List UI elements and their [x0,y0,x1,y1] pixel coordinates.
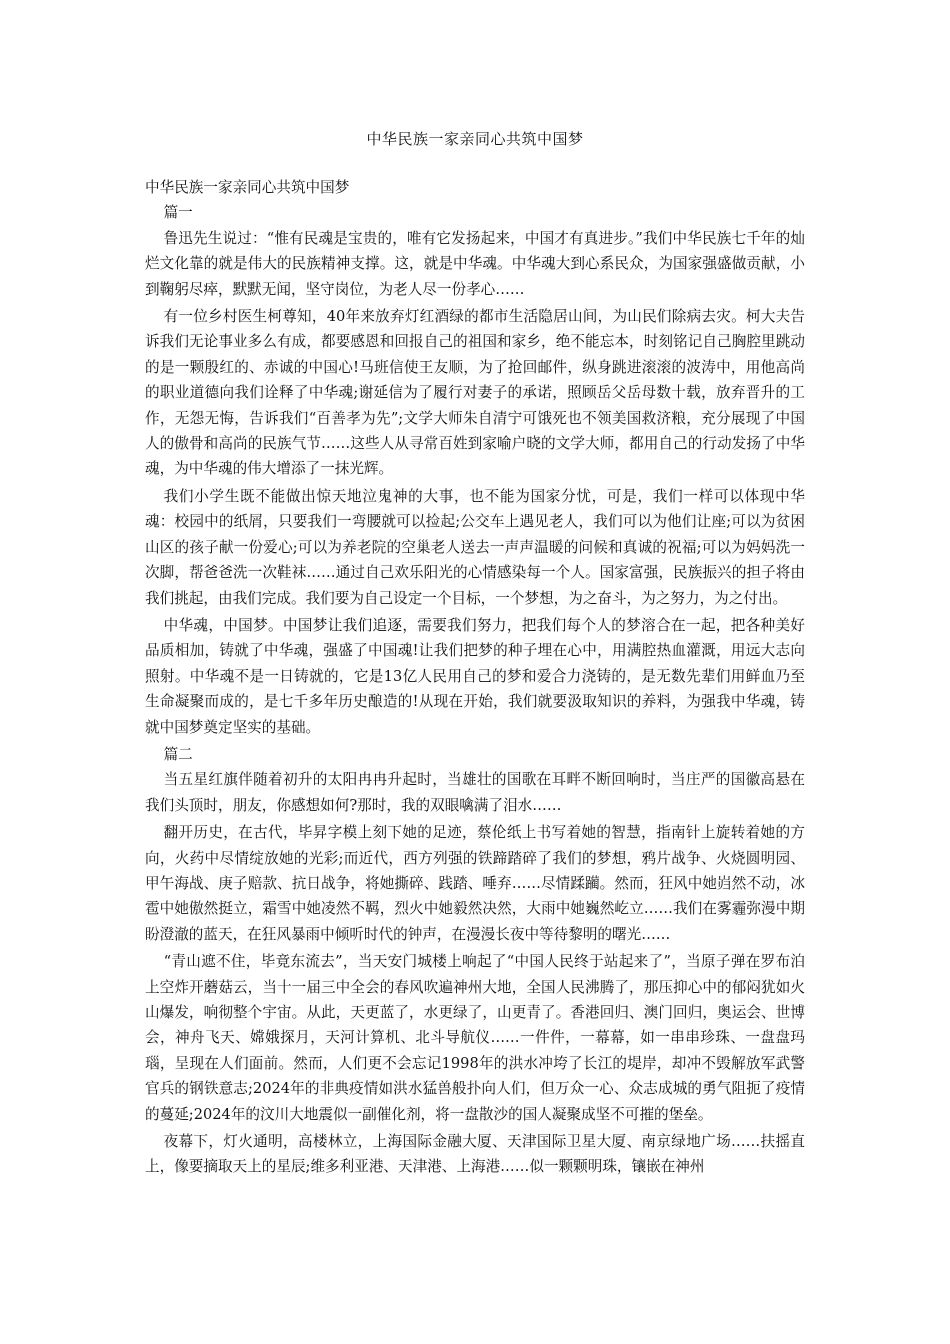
paragraph: 翻开历史，在古代，毕昇字模上刻下她的足迹，蔡伦纸上书写着她的智慧，指南针上旋转着她的方向，火药中尽情绽放她的光彩;而近代，西方列强的铁蹄踏碎了我们的梦想，鸦片战争、火烧圆明园、甲午海战、庚子赔款、抗日战争，将她撕碎、践踏、唾弃……尽情蹂躏。然而，狂风中她岿然不动，冰雹中她傲然挺立，霜雪中她凌然不羁，烈火中她毅然决然，大雨中她巍然屹立……我们在雾霾弥漫中期盼澄澈的蓝天，在狂风暴雨中倾听时代的钟声，在漫漫长夜中等待黎明的曙光…… [145,824,805,943]
paragraph: 我们小学生既不能做出惊天地泣鬼神的大事，也不能为国家分忧，可是，我们一样可以体现中华魂：校园中的纸屑，只要我们一弯腰就可以捡起;公交车上遇见老人，我们可以为他们让座;可以为贫困山区的孩子献一份爱心;可以为养老院的空巢老人送去一声声温暖的问候和真诚的祝福;可以为妈妈洗一次脚，帮爸爸洗一次鞋袜……通过自己欢乐阳光的心情感染每一个人。国家富强，民族振兴的担子将由我们挑起，由我们完成。我们要为自己设定一个目标，一个梦想，为之奋斗，为之努力，为之付出。 [145,487,805,607]
document-body [145,175,805,1182]
paragraph: 中华魂，中国梦。中国梦让我们追逐，需要我们努力，把我们每个人的梦溶合在一起，把各种美好品质相加，铸就了中华魂，强盛了中国魂!让我们把梦的种子埋在心中，用满腔热血灌溉，用远大志向照射。中华魂不是一日铸就的，它是13亿人民用自己的梦和爱合力浇铸的，是无数先辈们用鲜血乃至生命凝聚而成的，是七千多年历史酿造的!从现在开始，我们就要汲取知识的养料，为强我中华魂，铸就中国梦奠定坚实的基础。 [145,616,805,736]
document-title: 中华民族一家亲同心共筑中国梦 [366,130,584,148]
document-subtitle: 中华民族一家亲同心共筑中国梦 [145,179,350,196]
section-label-1: 篇一 [163,204,193,222]
section-label-2: 篇二 [163,745,193,763]
paragraph: 鲁迅先生说过：“惟有民魂是宝贵的，唯有它发扬起来，中国才有真进步。”我们中华民族七千年的灿烂文化靠的就是伟大的民族精神支撑。这，就是中华魂。中华魂大到心系民众，为国家强盛做贡献，小到鞠躬尽瘁，默默无闻，坚守岗位，为老人尽一份孝心…… [145,229,805,298]
paragraph: 夜幕下，灯火通明，高楼林立，上海国际金融大厦、天津国际卫星大厦、南京绿地广场……扶摇直上，像要摘取天上的星辰;维多利亚港、天津港、上海港……似一颗颗明珠，镶嵌在神州 [145,1133,805,1176]
paragraph: 有一位乡村医生柯尊知，40年来放弃灯红酒绿的都市生活隐居山间，为山民们除病去灾。柯大夫告诉我们无论事业多么有成，都要感恩和回报自己的祖国和家乡，绝不能忘本，时刻铭记自己胸腔里跳动的是一颗殷红的、赤诚的中国心!马班信使王友顺，为了抢回邮件，纵身跳进滚滚的波涛中，用他高尚的职业道德向我们诠释了中华魂;谢延信为了履行对妻子的承诺，照顾岳父岳母数十载，放弃晋升的工作，无怨无悔，告诉我们“百善孝为先”;文学大师朱自清宁可饿死也不领美国救济粮，充分展现了中国人的傲骨和高尚的民族气节……这些人从寻常百姓到家喻户晓的文学大师，都用自己的行动发扬了中华魂，为中华魂的伟大增添了一抹光辉。 [145,308,805,478]
paragraph: 当五星红旗伴随着初升的太阳冉冉升起时，当雄壮的国歌在耳畔不断回响时，当庄严的国徽高悬在我们头顶时，朋友，你感想如何?那时，我的双眼噙满了泪水…… [145,771,805,814]
paragraph: “青山遮不住，毕竟东流去”，当天安门城楼上响起了“中国人民终于站起来了”，当原子弹在罗布泊上空炸开蘑菇云，当十一届三中全会的春风吹遍神州大地，全国人民沸腾了，那压抑心中的郁闷犹如火山爆发，响彻整个宇宙。从此，天更蓝了，水更绿了，山更青了。香港回归、澳门回归，奥运会、世博会，神舟飞天、嫦娥探月，天河计算机、北斗导航仪……一件件，一幕幕，如一串串珍珠、一盘盘玛瑙，呈现在人们面前。然而，人们更不会忘记1998年的洪水冲垮了长江的堤岸，却冲不毁解放军武警官兵的钢铁意志;2024年的非典疫情如洪水猛兽般扑向人们，但万众一心、众志成城的勇气阻扼了疫情的蔓延;2024年的汶川大地震似一副催化剂，将一盘散沙的国人凝聚成坚不可摧的堡垒。 [145,953,805,1123]
